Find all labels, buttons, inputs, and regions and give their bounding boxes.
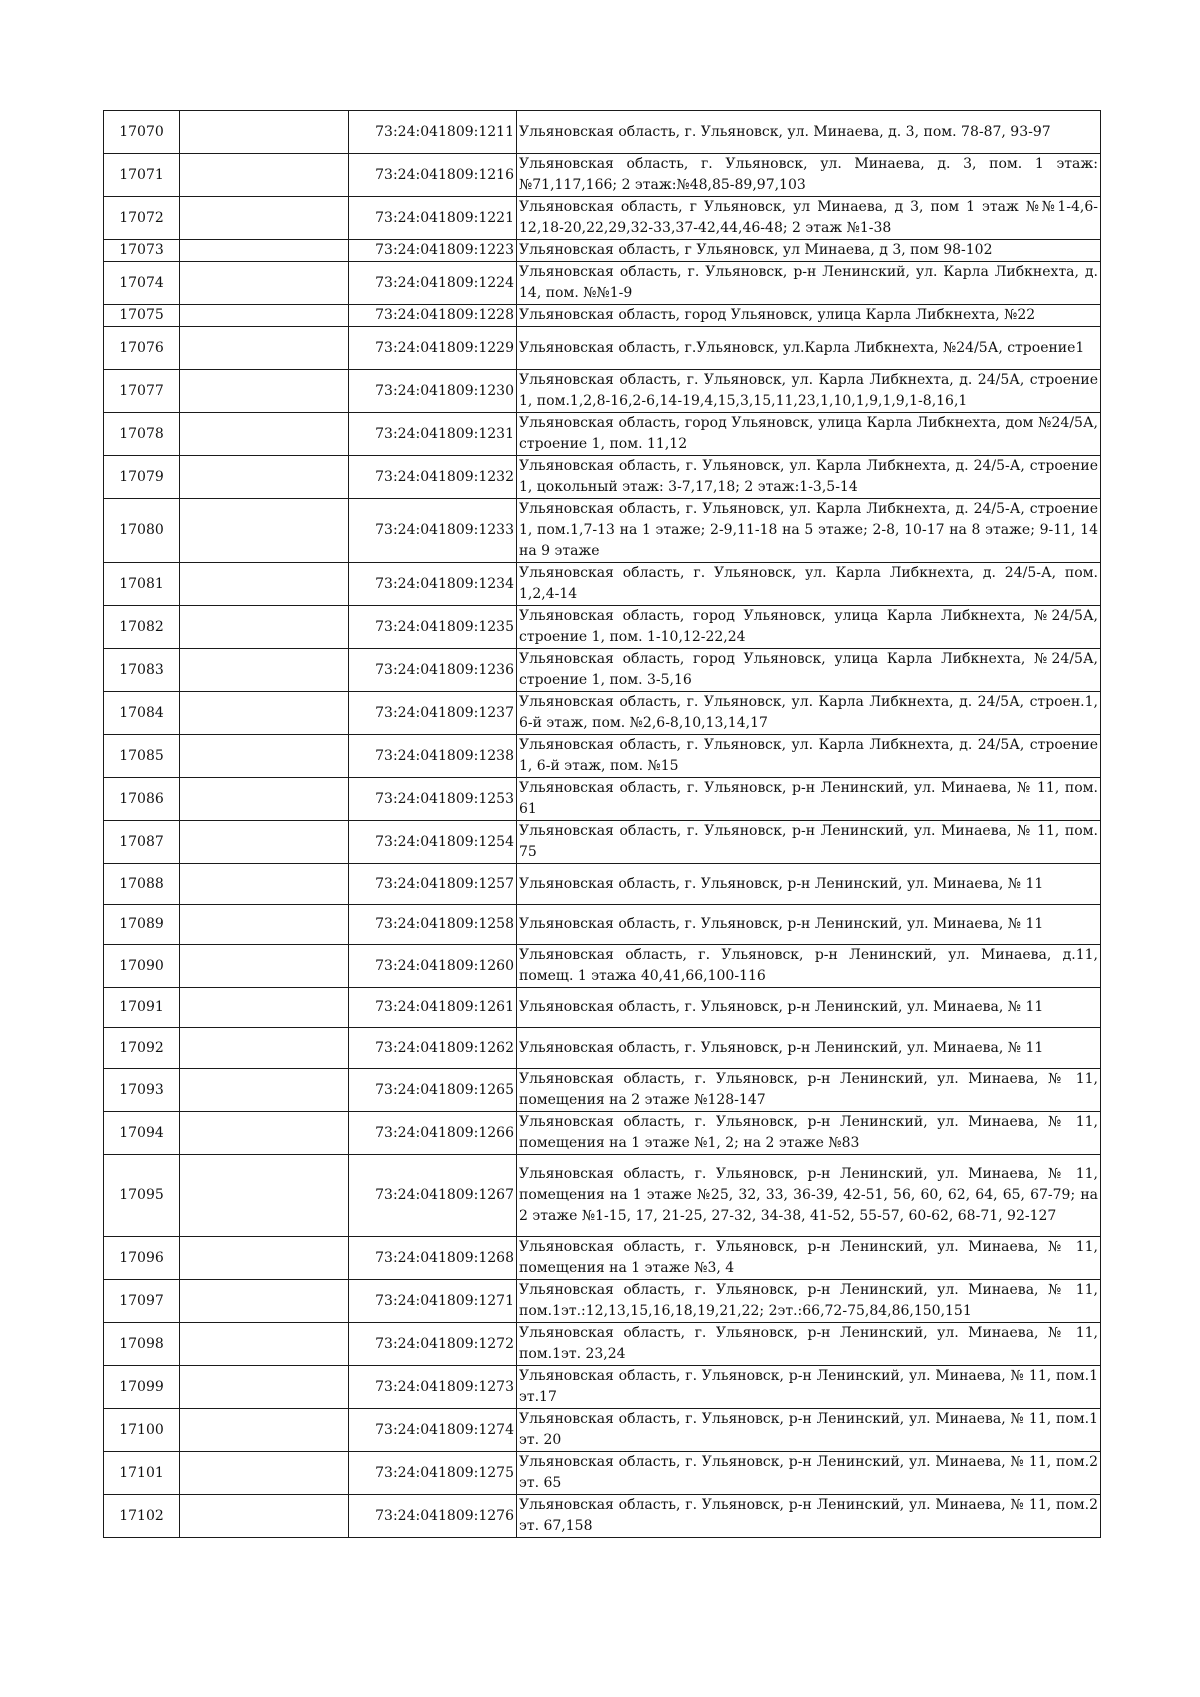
empty-cell: [180, 499, 349, 563]
empty-cell: [180, 327, 349, 370]
address-cell: Ульяновская область, г. Ульяновск, р-н Ленинский, ул. Минаева, № 11, помещения на 1 этаже №1, 2; на 2 этаже №83: [517, 1112, 1101, 1155]
registry-table: [103, 110, 1101, 1538]
empty-cell: [180, 1452, 349, 1495]
address-cell: Ульяновская область, г. Ульяновск, ул. Карла Либкнехта, д. 24/5А, строение 1, пом.1,2,8-16,2-6,14-19,4,15,3,15,11,23,1,10,1,9,1,9,1-8,16,1: [517, 370, 1101, 413]
empty-cell: [180, 1323, 349, 1366]
address-cell: Ульяновская область, г. Ульяновск, р-н Ленинский, ул. Минаева, № 11, пом.1 эт. 20: [517, 1409, 1101, 1452]
address-cell: Ульяновская область, г.Ульяновск, ул.Карла Либкнехта, №24/5А, строение1: [517, 327, 1101, 370]
table-row: [104, 1028, 1101, 1069]
row-number-cell: 17078: [104, 413, 180, 456]
table-row: [104, 197, 1101, 240]
address-cell: Ульяновская область, г. Ульяновск, р-н Ленинский, ул. Минаева, № 11, пом.1эт. 23,24: [517, 1323, 1101, 1366]
empty-cell: [180, 606, 349, 649]
row-number-cell: 17093: [104, 1069, 180, 1112]
address-cell: Ульяновская область, г. Ульяновск, р-н Ленинский, ул. Минаева, № 11, пом. 75: [517, 821, 1101, 864]
registry-table-body: [104, 111, 1101, 1538]
table-row: [104, 563, 1101, 606]
cadastral-number-cell: 73:24:041809:1274: [349, 1409, 517, 1452]
empty-cell: [180, 413, 349, 456]
cadastral-number-cell: 73:24:041809:1253: [349, 778, 517, 821]
table-row: [104, 1280, 1101, 1323]
empty-cell: [180, 864, 349, 905]
address-cell: Ульяновская область, г. Ульяновск, ул. Минаева, д. 3, пом. 1 этаж:№71,117,166; 2 этаж:№48,85-89,97,103: [517, 154, 1101, 197]
row-number-cell: 17072: [104, 197, 180, 240]
table-row: [104, 1155, 1101, 1237]
address-cell: Ульяновская область, город Ульяновск, улица Карла Либкнехта, №22: [517, 305, 1101, 327]
cadastral-number-cell: 73:24:041809:1260: [349, 945, 517, 988]
empty-cell: [180, 692, 349, 735]
row-number-cell: 17090: [104, 945, 180, 988]
row-number-cell: 17073: [104, 240, 180, 262]
address-cell: Ульяновская область, г. Ульяновск, р-н Ленинский, ул. Минаева, № 11, пом.2 эт. 65: [517, 1452, 1101, 1495]
cadastral-number-cell: 73:24:041809:1211: [349, 111, 517, 154]
table-row: [104, 240, 1101, 262]
empty-cell: [180, 262, 349, 305]
cadastral-number-cell: 73:24:041809:1272: [349, 1323, 517, 1366]
row-number-cell: 17081: [104, 563, 180, 606]
address-cell: Ульяновская область, г. Ульяновск, ул. Карла Либкнехта, д. 24/5-А, пом. 1,2,4-14: [517, 563, 1101, 606]
cadastral-number-cell: 73:24:041809:1228: [349, 305, 517, 327]
table-row: [104, 1112, 1101, 1155]
row-number-cell: 17086: [104, 778, 180, 821]
address-cell: Ульяновская область, г Ульяновск, ул Минаева, д 3, пом 1 этаж №№1-4,6-12,18-20,22,29,32-33,37-42,44,46-48; 2 этаж №1-38: [517, 197, 1101, 240]
cadastral-number-cell: 73:24:041809:1235: [349, 606, 517, 649]
table-row: [104, 1237, 1101, 1280]
empty-cell: [180, 154, 349, 197]
cadastral-number-cell: 73:24:041809:1232: [349, 456, 517, 499]
cadastral-number-cell: 73:24:041809:1271: [349, 1280, 517, 1323]
cadastral-number-cell: 73:24:041809:1229: [349, 327, 517, 370]
table-row: [104, 864, 1101, 905]
empty-cell: [180, 240, 349, 262]
cadastral-number-cell: 73:24:041809:1265: [349, 1069, 517, 1112]
address-cell: Ульяновская область, г. Ульяновск, р-н Ленинский, ул. Минаева, № 11: [517, 864, 1101, 905]
empty-cell: [180, 1409, 349, 1452]
empty-cell: [180, 1237, 349, 1280]
table-row: [104, 111, 1101, 154]
table-row: [104, 945, 1101, 988]
address-cell: Ульяновская область, г Ульяновск, ул Минаева, д 3, пом 98-102: [517, 240, 1101, 262]
row-number-cell: 17076: [104, 327, 180, 370]
address-cell: Ульяновская область, г. Ульяновск, р-н Ленинский, ул. Минаева, № 11, помещения на 2 этаже №128-147: [517, 1069, 1101, 1112]
table-row: [104, 305, 1101, 327]
row-number-cell: 17084: [104, 692, 180, 735]
cadastral-number-cell: 73:24:041809:1233: [349, 499, 517, 563]
address-cell: Ульяновская область, город Ульяновск, улица Карла Либкнехта, дом №24/5А, строение 1, пом. 11,12: [517, 413, 1101, 456]
row-number-cell: 17088: [104, 864, 180, 905]
row-number-cell: 17095: [104, 1155, 180, 1237]
cadastral-number-cell: 73:24:041809:1221: [349, 197, 517, 240]
cadastral-number-cell: 73:24:041809:1266: [349, 1112, 517, 1155]
address-cell: Ульяновская область, г. Ульяновск, ул. Карла Либкнехта, д. 24/5-А, строение 1, пом.1,7-13 на 1 этаже; 2-9,11-18 на 5 этаже; 2-8, 10-17 на 8 этаже; 9-11, 14 на 9 этаже: [517, 499, 1101, 563]
address-cell: Ульяновская область, г. Ульяновск, ул. Карла Либкнехта, д. 24/5А, строение 1, 6-й этаж, пом. №15: [517, 735, 1101, 778]
row-number-cell: 17087: [104, 821, 180, 864]
empty-cell: [180, 1495, 349, 1538]
table-row: [104, 1323, 1101, 1366]
cadastral-number-cell: 73:24:041809:1273: [349, 1366, 517, 1409]
row-number-cell: 17085: [104, 735, 180, 778]
table-row: [104, 370, 1101, 413]
cadastral-number-cell: 73:24:041809:1267: [349, 1155, 517, 1237]
table-row: [104, 821, 1101, 864]
empty-cell: [180, 1112, 349, 1155]
address-cell: Ульяновская область, г. Ульяновск, р-н Ленинский, ул. Минаева, д.11, помещ. 1 этажа 40,41,66,100-116: [517, 945, 1101, 988]
table-row: [104, 413, 1101, 456]
address-cell: Ульяновская область, город Ульяновск, улица Карла Либкнехта, №24/5А, строение 1, пом. 1-10,12-22,24: [517, 606, 1101, 649]
table-row: [104, 649, 1101, 692]
row-number-cell: 17070: [104, 111, 180, 154]
empty-cell: [180, 905, 349, 945]
address-cell: Ульяновская область, г. Ульяновск, р-н Ленинский, ул. Карла Либкнехта, д. 14, пом. №№1-9: [517, 262, 1101, 305]
table-row: [104, 735, 1101, 778]
empty-cell: [180, 821, 349, 864]
table-row: [104, 262, 1101, 305]
row-number-cell: 17077: [104, 370, 180, 413]
cadastral-number-cell: 73:24:041809:1231: [349, 413, 517, 456]
cadastral-number-cell: 73:24:041809:1224: [349, 262, 517, 305]
table-row: [104, 499, 1101, 563]
row-number-cell: 17096: [104, 1237, 180, 1280]
empty-cell: [180, 111, 349, 154]
cadastral-number-cell: 73:24:041809:1268: [349, 1237, 517, 1280]
address-cell: Ульяновская область, г. Ульяновск, ул. Карла Либкнехта, д. 24/5-А, строение 1, цокольный этаж: 3-7,17,18; 2 этаж:1-3,5-14: [517, 456, 1101, 499]
table-row: [104, 154, 1101, 197]
empty-cell: [180, 778, 349, 821]
address-cell: Ульяновская область, г. Ульяновск, р-н Ленинский, ул. Минаева, № 11, помещения на 1 этаже №25, 32, 33, 36-39, 42-51, 56, 60, 62, 64, 65, 67-79; на 2 этаже №1-15, 17, 21-25, 27-32, 34-38, 41-52, 55-57, 60-62, 68-71, 92-127: [517, 1155, 1101, 1237]
empty-cell: [180, 1155, 349, 1237]
cadastral-number-cell: 73:24:041809:1236: [349, 649, 517, 692]
cadastral-number-cell: 73:24:041809:1234: [349, 563, 517, 606]
empty-cell: [180, 735, 349, 778]
empty-cell: [180, 1366, 349, 1409]
address-cell: Ульяновская область, г. Ульяновск, ул. Карла Либкнехта, д. 24/5А, строен.1, 6-й этаж, пом. №2,6-8,10,13,14,17: [517, 692, 1101, 735]
row-number-cell: 17089: [104, 905, 180, 945]
row-number-cell: 17083: [104, 649, 180, 692]
table-row: [104, 1366, 1101, 1409]
empty-cell: [180, 563, 349, 606]
address-cell: Ульяновская область, г. Ульяновск, р-н Ленинский, ул. Минаева, № 11, пом. 61: [517, 778, 1101, 821]
cadastral-number-cell: 73:24:041809:1275: [349, 1452, 517, 1495]
row-number-cell: 17094: [104, 1112, 180, 1155]
row-number-cell: 17080: [104, 499, 180, 563]
cadastral-number-cell: 73:24:041809:1261: [349, 988, 517, 1028]
row-number-cell: 17097: [104, 1280, 180, 1323]
row-number-cell: 17082: [104, 606, 180, 649]
empty-cell: [180, 1069, 349, 1112]
row-number-cell: 17101: [104, 1452, 180, 1495]
table-row: [104, 905, 1101, 945]
table-row: [104, 1409, 1101, 1452]
empty-cell: [180, 649, 349, 692]
table-row: [104, 1495, 1101, 1538]
table-row: [104, 988, 1101, 1028]
cadastral-number-cell: 73:24:041809:1238: [349, 735, 517, 778]
address-cell: Ульяновская область, г. Ульяновск, ул. Минаева, д. 3, пом. 78-87, 93-97: [517, 111, 1101, 154]
table-row: [104, 692, 1101, 735]
row-number-cell: 17071: [104, 154, 180, 197]
empty-cell: [180, 945, 349, 988]
row-number-cell: 17099: [104, 1366, 180, 1409]
empty-cell: [180, 988, 349, 1028]
row-number-cell: 17102: [104, 1495, 180, 1538]
address-cell: Ульяновская область, г. Ульяновск, р-н Ленинский, ул. Минаева, № 11, помещения на 1 этаже №3, 4: [517, 1237, 1101, 1280]
cadastral-number-cell: 73:24:041809:1230: [349, 370, 517, 413]
row-number-cell: 17075: [104, 305, 180, 327]
address-cell: Ульяновская область, г. Ульяновск, р-н Ленинский, ул. Минаева, № 11, пом.1эт.:12,13,15,16,18,19,21,22; 2эт.:66,72-75,84,86,150,151: [517, 1280, 1101, 1323]
address-cell: Ульяновская область, г. Ульяновск, р-н Ленинский, ул. Минаева, № 11, пом.2 эт. 67,158: [517, 1495, 1101, 1538]
table-row: [104, 1069, 1101, 1112]
row-number-cell: 17092: [104, 1028, 180, 1069]
empty-cell: [180, 197, 349, 240]
cadastral-number-cell: 73:24:041809:1237: [349, 692, 517, 735]
table-row: [104, 327, 1101, 370]
cadastral-number-cell: 73:24:041809:1254: [349, 821, 517, 864]
empty-cell: [180, 456, 349, 499]
table-row: [104, 778, 1101, 821]
row-number-cell: 17074: [104, 262, 180, 305]
cadastral-number-cell: 73:24:041809:1257: [349, 864, 517, 905]
address-cell: Ульяновская область, город Ульяновск, улица Карла Либкнехта, №24/5А, строение 1, пом. 3-5,16: [517, 649, 1101, 692]
row-number-cell: 17098: [104, 1323, 180, 1366]
address-cell: Ульяновская область, г. Ульяновск, р-н Ленинский, ул. Минаева, № 11: [517, 1028, 1101, 1069]
row-number-cell: 17100: [104, 1409, 180, 1452]
empty-cell: [180, 305, 349, 327]
cadastral-number-cell: 73:24:041809:1262: [349, 1028, 517, 1069]
cadastral-number-cell: 73:24:041809:1216: [349, 154, 517, 197]
row-number-cell: 17079: [104, 456, 180, 499]
table-row: [104, 1452, 1101, 1495]
address-cell: Ульяновская область, г. Ульяновск, р-н Ленинский, ул. Минаева, № 11, пом.1 эт.17: [517, 1366, 1101, 1409]
address-cell: Ульяновская область, г. Ульяновск, р-н Ленинский, ул. Минаева, № 11: [517, 905, 1101, 945]
table-row: [104, 456, 1101, 499]
cadastral-number-cell: 73:24:041809:1258: [349, 905, 517, 945]
empty-cell: [180, 370, 349, 413]
empty-cell: [180, 1280, 349, 1323]
cadastral-number-cell: 73:24:041809:1276: [349, 1495, 517, 1538]
cadastral-number-cell: 73:24:041809:1223: [349, 240, 517, 262]
address-cell: Ульяновская область, г. Ульяновск, р-н Ленинский, ул. Минаева, № 11: [517, 988, 1101, 1028]
table-row: [104, 606, 1101, 649]
empty-cell: [180, 1028, 349, 1069]
row-number-cell: 17091: [104, 988, 180, 1028]
